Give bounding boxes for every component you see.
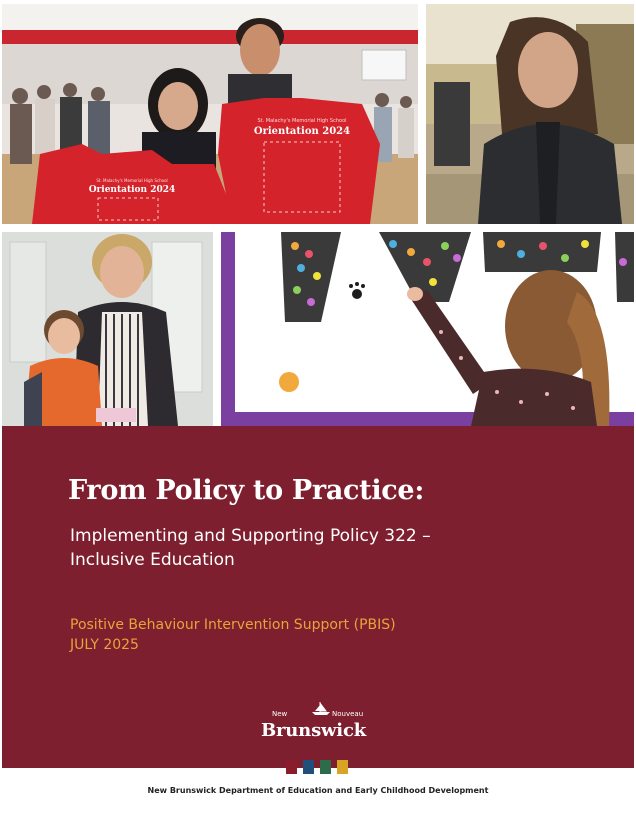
color-bar-gold [337,760,348,774]
photo-teacher-with-child [2,232,213,426]
photo-child-paw-print-board [221,232,634,426]
color-bar-green [320,760,331,774]
ship-emblem-icon [310,702,332,716]
document-subtitle: Implementing and Supporting Policy 322 – Inclusive Education [70,526,431,570]
photo-student-grey-jacket [426,4,634,224]
department-name: New Brunswick Department of Education and Early Childhood Development [147,786,489,795]
program-name: Positive Behaviour Intervention Support (PBIS) [70,617,396,633]
program-block [70,615,550,655]
shirt-school-name-left: St. Malachy's Memorial High School [96,178,168,183]
new-brunswick-logo [258,704,378,750]
document-title: From Policy to Practice: [68,475,424,506]
shirt-orientation-text-left: Orientation 2024 [88,185,176,195]
student-jacket-scene [426,4,634,224]
photo-students-orientation-shirts [2,4,418,224]
publication-date: JULY 2025 [70,637,139,653]
logo-color-bars [286,760,348,774]
logo-text-new: New [272,710,288,718]
logo-text-brunswick: Brunswick [261,720,366,741]
teacher-child-scene [2,232,213,426]
orientation-scene [2,4,418,224]
color-bar-blue [303,760,314,774]
shirt-school-name: St. Malachy's Memorial High School [257,118,347,124]
logo-text-nouveau: Nouveau [332,710,364,718]
paw-board-scene [221,232,634,426]
color-bar-red [286,760,297,774]
shirt-orientation-text: Orientation 2024 [253,126,351,137]
